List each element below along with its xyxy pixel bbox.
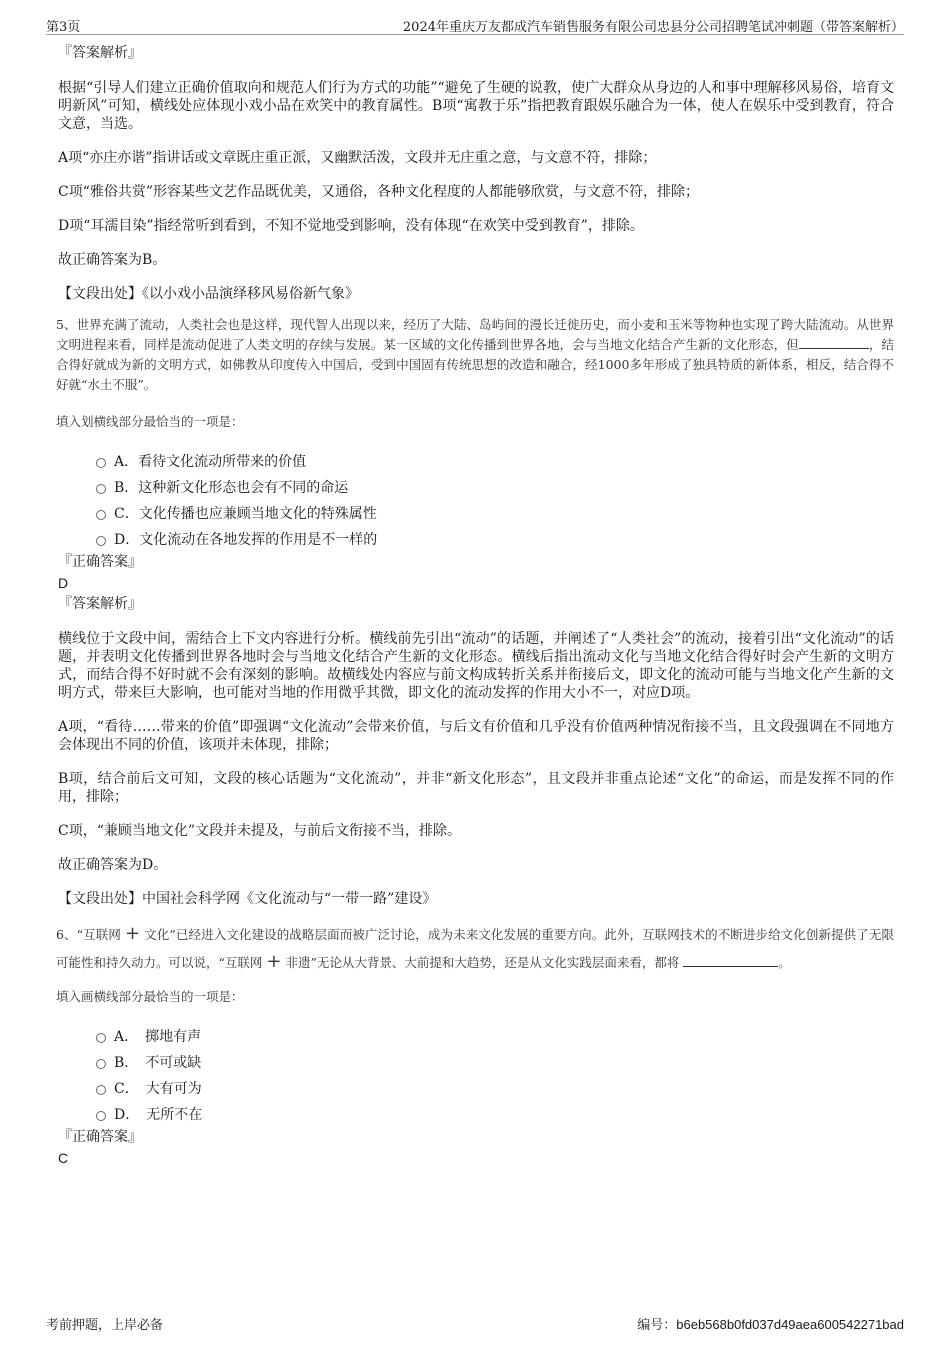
radio-icon[interactable] (96, 510, 106, 520)
q6-blank (683, 953, 778, 967)
q5-prompt: 填入划横线部分最恰当的一项是： (56, 414, 244, 429)
q5-options (96, 449, 894, 553)
q6-option-b[interactable]: B． 不可或缺 (96, 1050, 894, 1076)
q6-option-a[interactable]: A． 掷地有声 (96, 1024, 894, 1050)
page-footer (46, 1312, 904, 1332)
radio-icon[interactable] (96, 536, 106, 546)
q5-stem: 5、世界充满了流动，人类社会也是这样，现代智人出现以来，经历了大陆、岛屿间的漫长迁徙历史，而小麦和玉米等物种也实现了跨大陆流动。从世界文明进程来看，同样是流动促进了人类文明的存续与发展。某一区域的文化传播到世界各地，会与当地文化结合产生新的文化形态，但 ，结合得好就成为新的文明方式，如佛教从印度传入中国后，受到中国固有传统思想的改造和融合，经1000多年形成了独具特质的新体系，相反，结合得不好就“水土不服”。 (56, 317, 894, 392)
radio-icon[interactable] (96, 484, 106, 494)
q5-option-b[interactable]: B．这种新文化形态也会有不同的命运 (96, 475, 894, 501)
q5-analysis-p3: B项，结合前后文可知，文段的核心话题为“文化流动”，并非“新文化形态”，且文段并非重点论述“文化”的命运，而是发挥不同的作用，排除； (58, 771, 894, 805)
radio-icon[interactable] (96, 1111, 106, 1121)
document-title: 2024年重庆万友都成汽车销售服务有限公司忠县分公司招聘笔试冲刺题（带答案解析） (402, 20, 904, 35)
q5-correct-label: 『正确答案』 (58, 554, 142, 570)
plus-sign: + (125, 923, 141, 944)
q6-option-d[interactable]: D． 无所不在 (96, 1102, 894, 1128)
q5-source: 【文段出处】中国社会科学网《文化流动与“一带一路”建设》 (58, 891, 437, 907)
q4-analysis-p1: 根据“引导人们建立正确价值取向和规范人们行为方式的功能”“避免了生硬的说教，使广大群众从身边的人和事中理解移风易俗，培育文明新风”可知，横线处应体现小戏小品在欢笑中的教育属性。B项“寓教于乐”指把教育跟娱乐融合为一体，使人在娱乐中受到教育，符合文意，当选。 (58, 80, 894, 132)
q6-prompt: 填入画横线部分最恰当的一项是： (56, 989, 244, 1004)
q5-option-a[interactable]: A．看待文化流动所带来的价值 (96, 449, 894, 475)
q5-analysis-label: 『答案解析』 (58, 596, 142, 612)
q5-analysis-p2: A项，“看待……带来的价值”即强调“文化流动”会带来价值，与后文有价值和几乎没有价值两种情况衔接不当，且文段强调在不同地方会体现出不同的价值，该项并未体现，排除； (58, 719, 894, 753)
q5-analysis-p5: 故正确答案为D。 (58, 857, 168, 873)
q4-analysis-p4: D项“耳濡目染”指经常听到看到，不知不觉地受到影响，没有体现“在欢笑中受到教育”，排除。 (58, 218, 644, 234)
q5-option-c[interactable]: C．文化传播也应兼顾当地文化的特殊属性 (96, 501, 894, 527)
q6-option-c[interactable]: C． 大有可为 (96, 1076, 894, 1102)
plus-sign: + (266, 951, 282, 972)
radio-icon[interactable] (96, 1059, 106, 1069)
q4-analysis-label: 『答案解析』 (58, 45, 142, 61)
q6-stem: 6、“互联网 + 文化”已经进入文化建设的战略层面而被广泛讨论，成为未来文化发展的重要方向。此外，互联网技术的不断进步给文化创新提供了无限可能性和持久动力。可以说，“互联网 + 非遗”无论从大背景、大前提和大趋势，还是从文化实践层面来看，都将 。 (56, 923, 894, 972)
q4-analysis-p5: 故正确答案为B。 (58, 252, 167, 268)
radio-icon[interactable] (96, 458, 106, 468)
footer-slogan: 考前押题，上岸必备 (46, 1318, 164, 1333)
q6-options (96, 1024, 894, 1128)
q4-analysis-p3: C项“雅俗共赏”形容某些文艺作品既优美，又通俗，各种文化程度的人都能够欣赏，与文意不符，排除； (58, 184, 700, 200)
q5-blank (799, 335, 869, 349)
q5-correct-answer: D (58, 575, 69, 591)
q5-analysis-p4: C项，“兼顾当地文化”文段并未提及，与前后文衔接不当，排除。 (58, 823, 462, 839)
q6-correct-answer: C (58, 1150, 69, 1166)
q5-analysis-p1: 横线位于文段中间，需结合上下文内容进行分析。横线前先引出“流动”的话题，并阐述了“人类社会”的流动，接着引出“文化流动”的话题，并表明文化传播到世界各地时会与当地文化结合产生新的文化形态。横线后指出流动文化与当地文化结合得好时会产生新的文明方式，而结合得不好时就不会有深刻的影响。故横线处内容应与前文构成转折关系并衔接后文，即文化的流动可能与当地文化产生新的文明方式，带来巨大影响，也可能对当地的作用微乎其微，即文化的流动发挥的作用大小不一，对应D项。 (58, 631, 894, 701)
q4-analysis-p2: A项“亦庄亦谐”指讲话或文章既庄重正派，又幽默活泼，文段并无庄重之意，与文意不符，排除； (58, 150, 657, 166)
page-header (46, 14, 904, 35)
footer-code: 编号：b6eb568b0fd037d49aea600542271bad (637, 1317, 904, 1332)
radio-icon[interactable] (96, 1085, 106, 1095)
q4-source: 【文段出处】《以小戏小品演绎移风易俗新气象》 (58, 286, 359, 302)
radio-icon[interactable] (96, 1033, 106, 1043)
q5-option-d[interactable]: D．文化流动在各地发挥的作用是不一样的 (96, 527, 894, 553)
page-number: 第3页 (46, 20, 81, 35)
q6-correct-label: 『正确答案』 (58, 1129, 142, 1145)
page-content (56, 44, 894, 1170)
